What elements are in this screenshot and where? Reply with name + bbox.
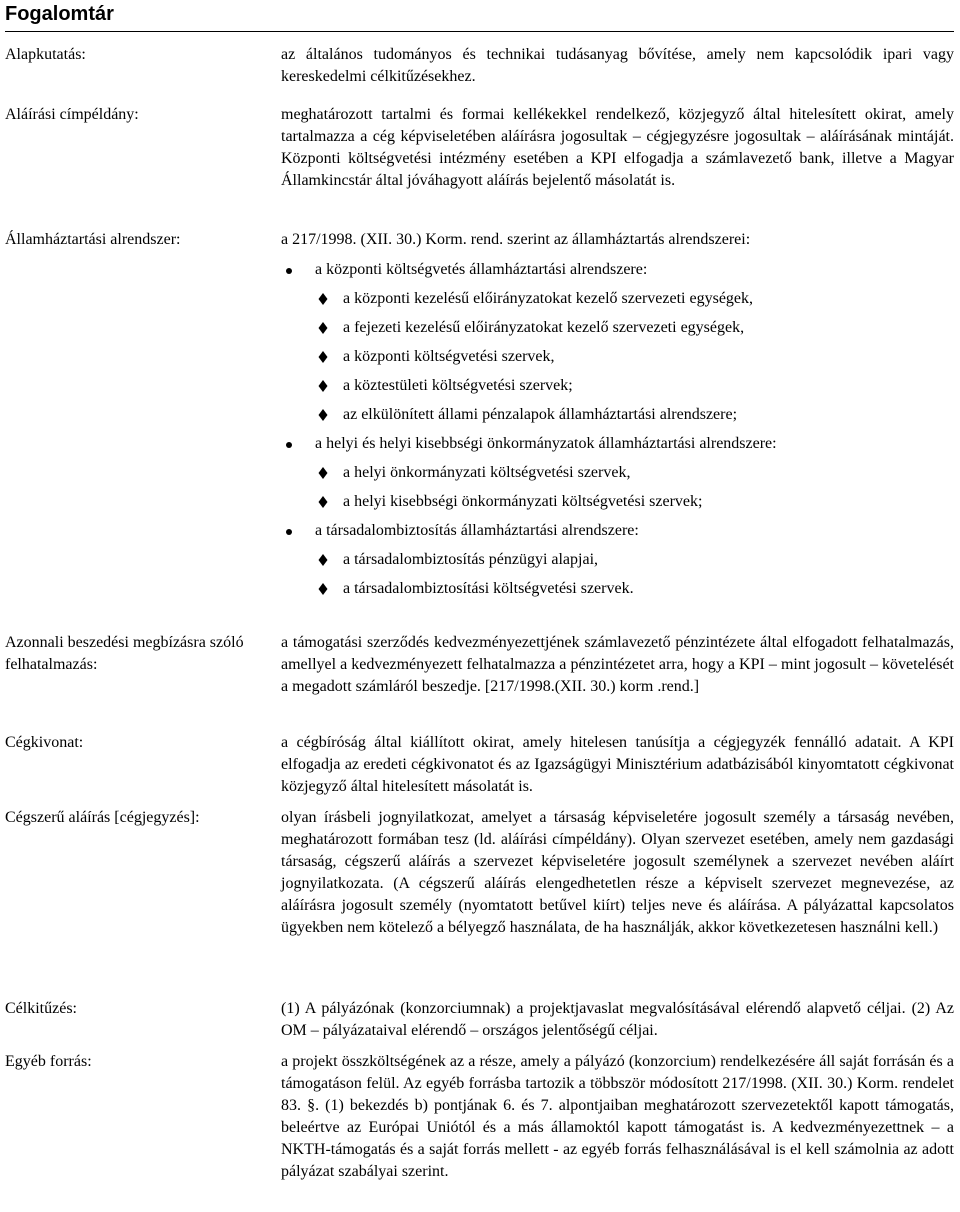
entry-cegkivonat	[5, 732, 954, 798]
subsystem-sublist	[315, 288, 954, 426]
entry-alapkutatas	[5, 44, 954, 88]
entry-term: Cégszerű aláírás [cégjegyzés]:	[5, 809, 200, 826]
entry-definition: a cégbíróság által kiállított okirat, amely hitelesen tanúsítja a cégjegyzék fennálló adatait. A KPI elfogadja az eredeti cégkivonatot és az Igazságügyi Minisztérium adatbázisából kinyomtatott cégkivonat közjegyző által hitelesített másolatát is.	[281, 734, 954, 795]
bullet-diamond-icon	[317, 467, 329, 479]
entry-term: Aláírási címpéldány:	[5, 106, 139, 123]
subsystem-label: a helyi és helyi kisebbségi önkormányzatok államháztartási alrendszere:	[315, 435, 777, 452]
subsystem-subitem-label: a köztestületi költségvetési szervek;	[343, 377, 573, 394]
subsystem-subitem	[315, 288, 954, 310]
entry-term: Célkitűzés:	[5, 1000, 77, 1017]
subsystem-subitem	[315, 578, 954, 600]
subsystem-item	[281, 433, 954, 513]
entry-egyeb-forras	[5, 1051, 954, 1183]
subsystem-subitem-label: a központi költségvetési szervek,	[343, 348, 555, 365]
bullet-diamond-icon	[317, 409, 329, 421]
entry-definition: meghatározott tartalmi és formai kellékekkel rendelkező, közjegyző által hitelesített okirat, amely tartalmazza a cég képviseletében aláírásra jogosultak – cégjegyzésre jogosultak – aláírásának mintáját. Központi költségvetési intézmény esetében a KPI elfogadja a számlavezető bank, illetve a Magyar Államkincstár által jóváhagyott aláírás bejelentő másolatát is.	[281, 106, 954, 189]
entry-definition: a projekt összköltségének az a része, amely a pályázó (konzorcium) rendelkezésére áll saját forrásán és a támogatáson felül. Az egyéb forrásba tartozik a többször módosított 217/1998. (XII. 30.) Korm. rendelet 83. §. (1) bekezdés b) pontjának 6. és 7. alpontjaiban meghatározott szervezetektől kapott támogatás, beleértve az Európai Uniótól és a más államoktól kapott támogatást is. A kedvezményezettnek – a NKTH-támogatás és a saját forrás mellett - az egyéb forrás felhasználásával is el kell számolnia az adott pályázat szabályai szerint.	[281, 1053, 954, 1180]
bullet-dot-icon	[286, 529, 292, 535]
entry-intro: a 217/1998. (XII. 30.) Korm. rend. szerint az államháztartás alrendszerei:	[281, 231, 751, 248]
entry-definition: olyan írásbeli jognyilatkozat, amelyet a társaság képviseletére jogosult személy a társaság nevében, meghatározott formában tesz (ld. aláírási címpéldány). Olyan szervezet esetében, amely nem gazdasági társaság, cégszerű aláírás a szervezet képviseletére jogosult személynek a szervezet nevében aláírt jognyilatkozata. (A cégszerű aláírás elengedhetetlen része a képviselt szervezet megnevezése, az aláírásra jogosult személy (nyomtatott betűvel kiírt) teljes neve és aláírása. A pályázattal kapcsolatos ügyekben nem kötelező a bélyegző használata, de ha használják, akkor következetesen használni kell.)	[281, 809, 954, 936]
subsystem-sublist	[315, 462, 954, 513]
bullet-dot-icon	[286, 268, 292, 274]
subsystem-subitem	[315, 462, 954, 484]
subsystem-subitem-label: a központi kezelésű előirányzatokat kezelő szervezeti egységek,	[343, 290, 754, 307]
bullet-diamond-icon	[317, 496, 329, 508]
entry-term: Cégkivonat:	[5, 734, 84, 751]
subsystem-subitem-label: a társadalombiztosítási költségvetési szervek.	[343, 580, 634, 597]
entry-alairasi-cimpeldany	[5, 104, 954, 192]
entry-term: Azonnali beszedési megbízásra szóló felhatalmazás:	[5, 634, 244, 673]
subsystem-subitem-label: a helyi kisebbségi önkormányzati költségvetési szervek;	[343, 493, 703, 510]
subsystem-subitem	[315, 317, 954, 339]
subsystem-subitem-label: a társadalombiztosítás pénzügyi alapjai,	[343, 551, 599, 568]
bullet-diamond-icon	[317, 380, 329, 392]
subsystem-subitem-label: a helyi önkormányzati költségvetési szervek,	[343, 464, 631, 481]
entry-term: Államháztartási alrendszer:	[5, 231, 181, 248]
subsystem-item	[281, 520, 954, 600]
entry-allamhaztartasi-alrendszer	[5, 229, 954, 607]
page-title: Fogalomtár	[5, 0, 954, 32]
entry-term: Alapkutatás:	[5, 46, 86, 63]
entry-cegszeru-alairas	[5, 807, 954, 939]
subsystem-label: a társadalombiztosítás államháztartási alrendszere:	[315, 522, 639, 539]
bullet-diamond-icon	[317, 351, 329, 363]
bullet-diamond-icon	[317, 293, 329, 305]
subsystem-list	[281, 259, 954, 600]
bullet-diamond-icon	[317, 554, 329, 566]
entry-term: Egyéb forrás:	[5, 1053, 92, 1070]
subsystem-sublist	[315, 549, 954, 600]
subsystem-subitem	[315, 404, 954, 426]
subsystem-subitem-label: az elkülönített állami pénzalapok államháztartási alrendszere;	[343, 406, 738, 423]
entry-definition: (1) A pályázónak (konzorciumnak) a projektjavaslat megvalósításával elérendő alapvető céljai. (2) Az OM – pályázataival elérendő – országos jelentőségű céljai.	[281, 1000, 954, 1039]
subsystem-item	[281, 259, 954, 426]
subsystem-subitem	[315, 491, 954, 513]
entry-azonnali-beszedesi	[5, 632, 954, 698]
bullet-diamond-icon	[317, 583, 329, 595]
subsystem-subitem	[315, 346, 954, 368]
subsystem-subitem	[315, 375, 954, 397]
bullet-diamond-icon	[317, 322, 329, 334]
entry-definition: az általános tudományos és technikai tudásanyag bővítése, amely nem kapcsolódik ipari vagy kereskedelmi célkitűzésekhez.	[281, 46, 954, 85]
entry-definition	[281, 229, 954, 607]
bullet-dot-icon	[286, 442, 292, 448]
subsystem-subitem-label: a fejezeti kezelésű előirányzatokat kezelő szervezeti egységek,	[343, 319, 745, 336]
entry-definition: a támogatási szerződés kedvezményezettjének számlavezető pénzintézete által elfogadott felhatalmazás, amellyel a kedvezményezett felhatalmazza a pénzintézetet arra, hogy a KPI – mint jogosult – követelését a megadott számláról beszedje. [217/1998.(XII. 30.) korm .rend.]	[281, 634, 954, 695]
subsystem-subitem	[315, 549, 954, 571]
subsystem-label: a központi költségvetés államháztartási alrendszere:	[315, 261, 648, 278]
entry-celkituzes	[5, 998, 954, 1042]
